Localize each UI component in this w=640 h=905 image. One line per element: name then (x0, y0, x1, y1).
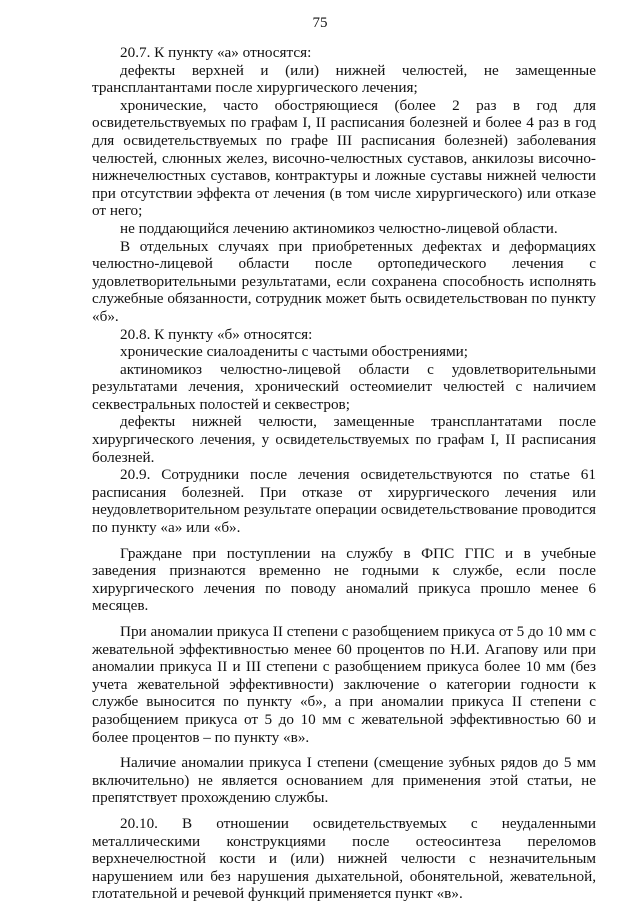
paragraph: Граждане при поступлении на службу в ФПС ГПС и в учебные заведения признаются временно не годными к службе, если после хирургического лечения по поводу аномалий прикуса прошло менее 6 месяцев. (92, 544, 596, 615)
paragraph: В отдельных случаях при приобретенных дефектах и деформациях челюстно-лицевой области после ортопедического лечения с удовлетворительными результатами, если сохранена способность исполнять служебные обязанности, сотрудник может быть освидетельствован по пункту «б». (92, 237, 596, 325)
paragraph: хронические, часто обостряющиеся (более 2 раз в год для освидетельствуемых по графам I, II расписания болезней и более 4 раз в год для освидетельствуемых по графе III расписания болезней) заболевания челюстей, слюнных желез, височно-челюстных суставов, анкилозы височно-нижнечелюстных суставов, контрактуры и ложные суставы нижней челюсти при отсутствии эффекта от лечения (в том числе хирургического) или отказе от него; (92, 96, 596, 220)
paragraph: При аномалии прикуса II степени с разобщением прикуса от 5 до 10 мм с жевательной эффективностью менее 60 процентов по Н.И. Агапову или при аномалии прикуса II и III степени с разобщением прикуса более 10 мм (без учета жевательной эффективности) заключение о категории годности к службе выносится по пункту «б», а при аномалии прикуса II степени с разобщением прикуса от 5 до 10 мм с жевательной эффективностью 60 и более процентов – по пункту «в». (92, 623, 596, 746)
paragraph: актиномикоз челюстно-лицевой области с удовлетворительными результатами лечения, хронический остеомиелит челюстей с наличием секвестральных полостей и секвестров; (92, 360, 596, 413)
paragraph-20-7-heading: 20.7. К пункту «а» относятся: (120, 44, 312, 61)
paragraph: не поддающийся лечению актиномикоз челюстно-лицевой области. (120, 219, 558, 237)
paragraph: хронические сиалоадениты с частыми обострениями; (120, 343, 469, 361)
paragraph: Наличие аномалии прикуса I степени (смещение зубных рядов до 5 мм включительно) не является основанием для применения этой статьи, не препятствует прохождению службы. (92, 754, 596, 807)
paragraph-20-10: 20.10. В отношении освидетельствуемых с неудаленными металлическими конструкциями после остеосинтеза переломов верхнечелюстной кости и (или) нижней челюсти с незначительным нарушением или без нарушения дыхательной, обонятельной, жевательной, глотательной и речевой функций применяется пункт «в». (92, 814, 596, 903)
paragraph: дефекты нижней челюсти, замещенные трансплантатами после хирургического лечения, у освидетельствуемых по графам I, II расписания болезней. (92, 413, 596, 466)
document-body (92, 44, 596, 903)
paragraph-20-9: 20.9. Сотрудники после лечения освидетельствуются по статье 61 расписания болезней. При отказе от хирургического лечения или неудовлетворительном результате операции освидетельствование проводится по пункту «а» или «б». (92, 466, 596, 537)
page-number: 75 (312, 15, 328, 31)
paragraph-20-8-heading: 20.8. К пункту «б» относятся: (120, 325, 313, 343)
paragraph: дефекты верхней и (или) нижней челюстей, не замещенные трансплантантами после хирургического лечения; (92, 61, 596, 97)
